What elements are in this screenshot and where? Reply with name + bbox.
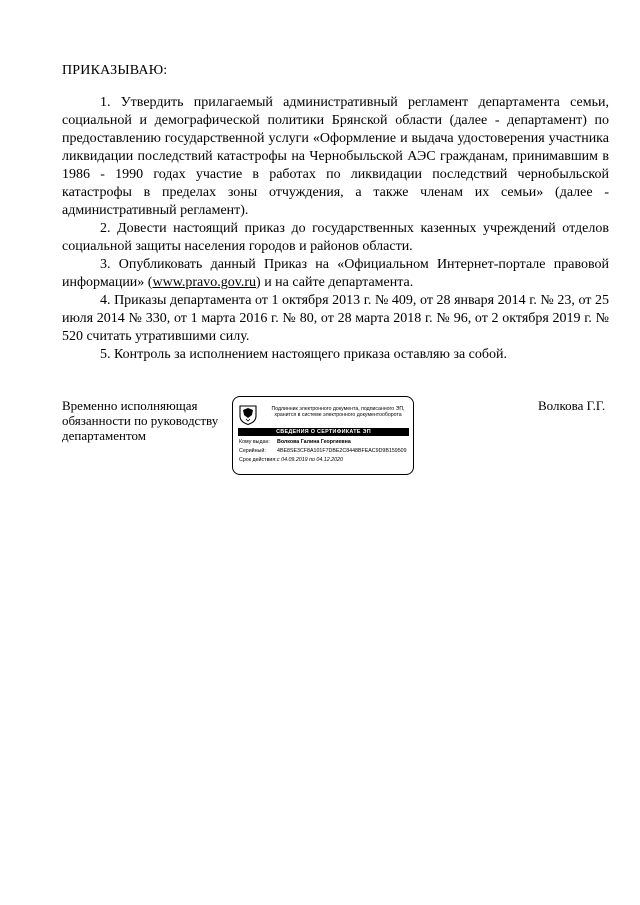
certificate-serial-value: 4BE8SE3CF8A101F7DBE2C8448BFEAC9D9B159509 bbox=[277, 448, 407, 454]
certificate-validity-value: с 04.09.2019 по 04.12.2020 bbox=[277, 457, 343, 463]
order-item-3 bbox=[62, 256, 609, 292]
stamp-header: Подлинник электронного документа, подписанного ЭП, хранится в системе электронного документооборота bbox=[271, 406, 405, 419]
electronic-signature-stamp bbox=[232, 396, 414, 475]
order-item-2: 2. Довести настоящий приказ до государственных казенных учреждений отделов социальной защиты населения городов и районов области. bbox=[62, 221, 609, 254]
certificate-serial-row bbox=[239, 448, 407, 455]
order-body bbox=[62, 94, 609, 364]
order-item-1: 1. Утвердить прилагаемый административный регламент департамента семьи, социальной и демографической политики Брянской области (далее - департамент) по предоставлению государственной услуги «Оформление и выдача удостоверения участника ликвидации последствий катастрофы на Чернобыльской АЭС гражданам, принимавшим в 1986 - 1990 годах участие в работах по ликвидации последствий чернобыльской катастрофы в пределах зоны отчуждения, а также членам их семьи» (далее - административный регламент). bbox=[62, 95, 609, 218]
signer-name: Волкова Г.Г. bbox=[538, 398, 606, 413]
certificate-owner-value: Волкова Галина Георгиевна bbox=[277, 439, 351, 445]
certificate-serial-label: Серийный: bbox=[239, 448, 266, 454]
certificate-owner-row bbox=[239, 439, 351, 446]
order-item-4: 4. Приказы департамента от 1 октября 2013 г. № 409, от 28 января 2014 г. № 23, от 25 июля 2014 № 330, от 1 марта 2016 г. № 80, от 28 марта 2018 г. № 96, от 2 октября 2019 г. № 520 считать утратившими силу. bbox=[62, 293, 609, 344]
certificate-owner-label: Кому выдан: bbox=[239, 439, 270, 445]
order-item-3-text-end: ) и на сайте департамента. bbox=[256, 275, 414, 290]
order-item-5: 5. Контроль за исполнением настоящего приказа оставляю за собой. bbox=[100, 347, 508, 362]
certificate-info-title: СВЕДЕНИЯ О СЕРТИФИКАТЕ ЭП bbox=[238, 428, 409, 436]
certificate-validity-label: Срок действия: bbox=[239, 457, 277, 463]
certificate-validity-row bbox=[239, 457, 343, 464]
coat-of-arms-icon bbox=[239, 405, 257, 425]
order-item-3-text-start: 3. Опубликовать данный Приказ на «Официальном Интернет-портале правовой информации» ( bbox=[62, 257, 609, 290]
signer-position: Временно исполняющая обязанности по руководству департаментом bbox=[62, 398, 219, 443]
pravo-gov-link[interactable]: www.pravo.gov.ru bbox=[152, 275, 257, 290]
order-heading: ПРИКАЗЫВАЮ: bbox=[62, 63, 168, 78]
